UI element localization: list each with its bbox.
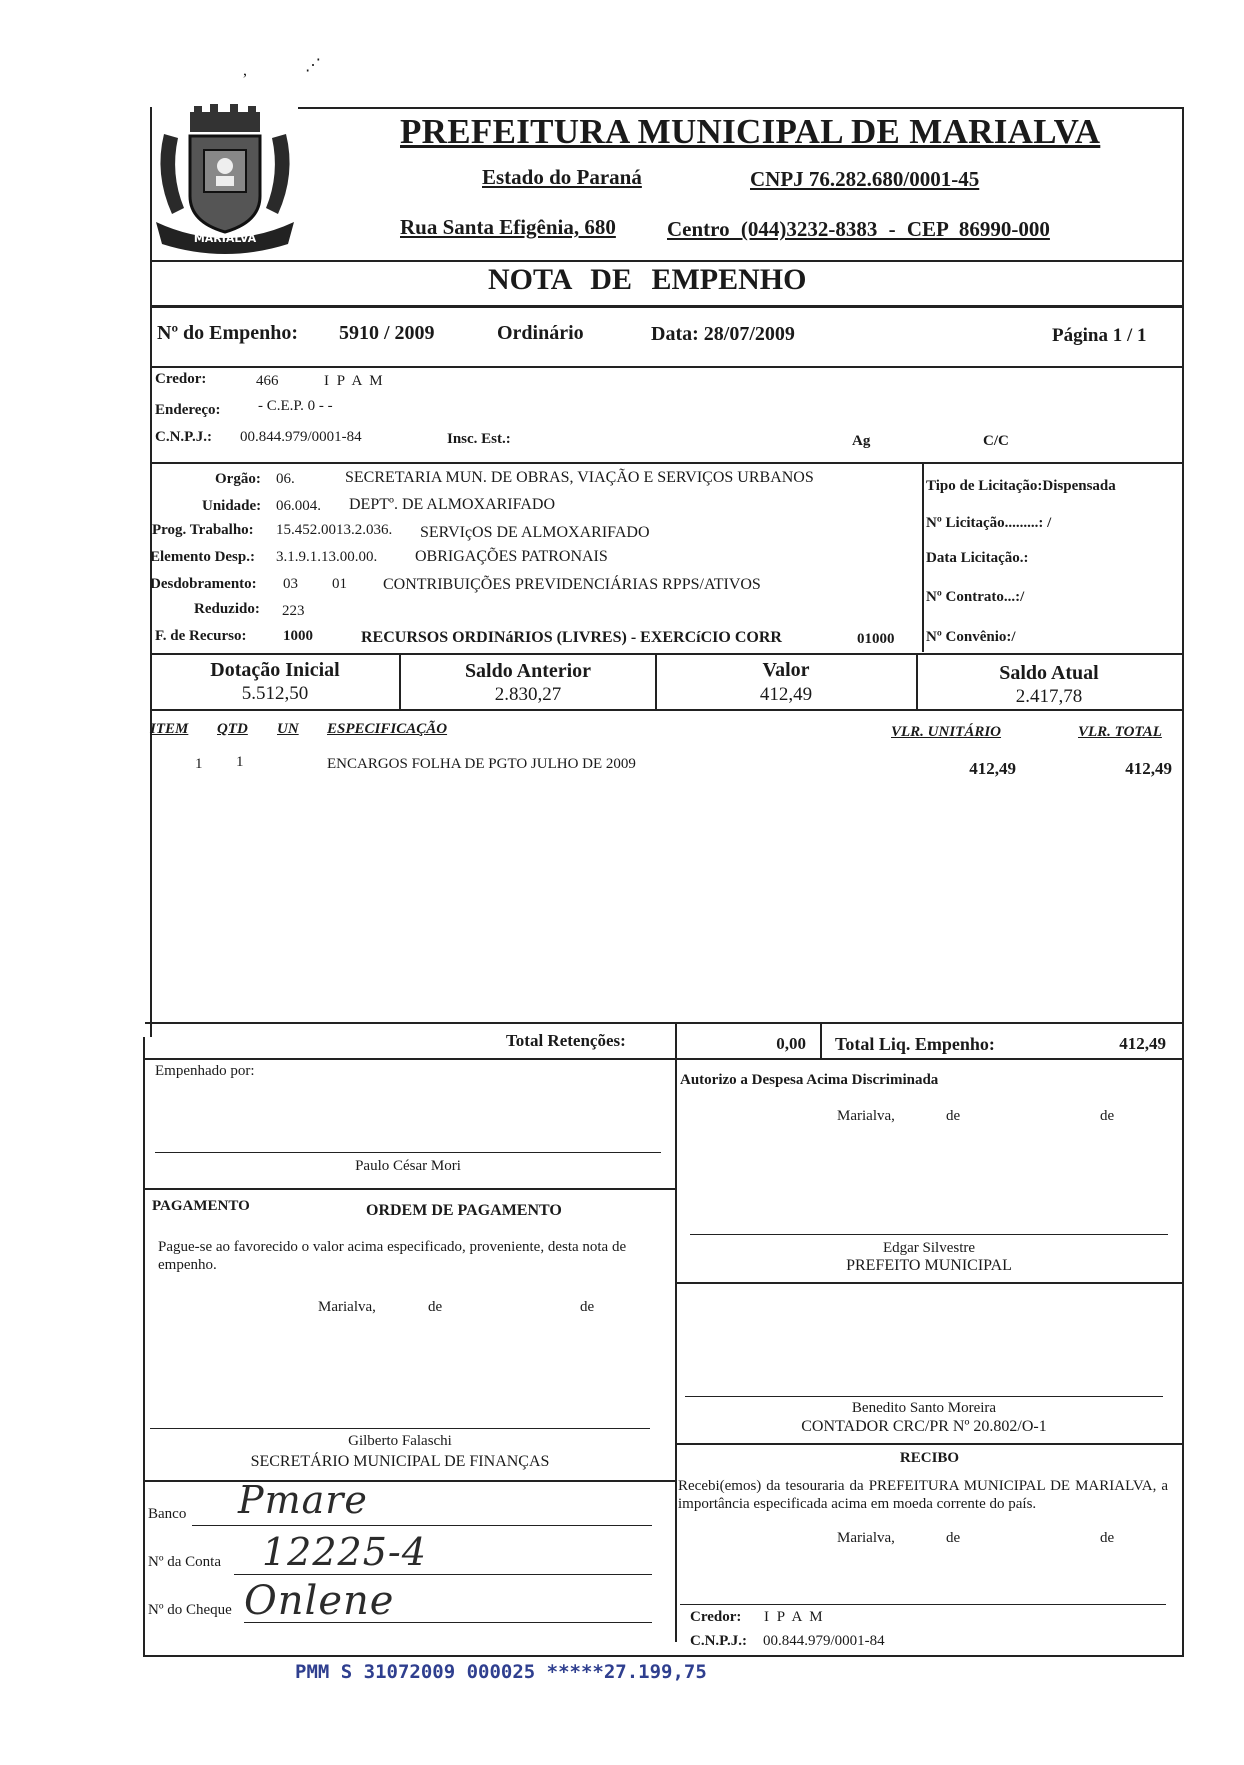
desdobramento-name: CONTRIBUIÇÕES PREVIDENCIÁRIAS RPPS/ATIVOS [383, 576, 761, 593]
contador-title: CONTADOR CRC/PR Nº 20.802/O-1 [801, 1418, 1047, 1435]
svg-text:MARIALVA: MARIALVA [193, 232, 257, 245]
col-qtd: QTD [217, 721, 248, 737]
saldo-anterior-label: Saldo Anterior [464, 660, 592, 682]
recurso-label: F. de Recurso: [155, 628, 247, 644]
contador-name: Benedito Santo Moreira [851, 1400, 997, 1416]
item-number: 1 [195, 756, 203, 772]
saldo-atual-value: 2.417,78 [1015, 686, 1083, 707]
pagamento-de-2: de [580, 1299, 595, 1315]
autorizo-de-1: de [946, 1108, 961, 1124]
cheque-handwritten: Onlene [244, 1578, 395, 1624]
prefeito-name: Edgar Silvestre [882, 1240, 976, 1256]
cheque-label: Nº do Cheque [148, 1602, 232, 1618]
recurso-name: RECURSOS ORDINáRIOS (LIVRES) - EXERCíCIO CORR [361, 629, 782, 646]
unidade-code: 06.004. [276, 498, 321, 514]
recibo-cnpj: 00.844.979/0001-84 [763, 1633, 885, 1649]
data-licitacao: Data Licitação.: [926, 550, 1029, 566]
dotacao-label: Dotação Inicial [210, 659, 340, 681]
scan-mark: , [243, 62, 247, 79]
orgao-code: 06. [276, 471, 295, 487]
credor-address: - C.E.P. 0 - - [258, 398, 333, 414]
unidade-name: DEPTº. DE ALMOXARIFADO [349, 496, 555, 513]
banco-label: Banco [148, 1506, 187, 1522]
prog-name: SERVIçOS DE ALMOXARIFADO [420, 524, 650, 541]
numero-convenio: Nº Convênio:/ [926, 629, 1016, 645]
payment-stamp: PMM S 31072009 000025 *****27.199,75 [295, 1661, 707, 1683]
total-liq-value: 412,49 [1119, 1034, 1166, 1053]
elemento-label: Elemento Desp.: [150, 549, 255, 565]
empenho-date: Data: 28/07/2009 [651, 323, 795, 345]
credor-cnpj: 00.844.979/0001-84 [240, 429, 362, 445]
coat-of-arms [152, 104, 298, 256]
document-title: NOTA DE EMPENHO [488, 263, 807, 296]
scan-mark: ⋰ [305, 57, 321, 74]
valor-label: Valor [762, 659, 810, 681]
elemento-name: OBRIGAÇÕES PATRONAIS [415, 548, 608, 565]
saldo-anterior-value: 2.830,27 [494, 684, 562, 705]
desdobramento-label: Desdobramento: [150, 576, 257, 592]
ordem-pagamento-label: ORDEM DE PAGAMENTO [366, 1202, 562, 1219]
dotacao-value: 5.512,50 [241, 683, 309, 704]
empenho-number: 5910 / 2009 [339, 322, 435, 344]
page-number: Página 1 / 1 [1052, 325, 1147, 346]
recibo-label: RECIBO [899, 1450, 960, 1466]
recibo-cnpj-label: C.N.P.J.: [690, 1633, 747, 1649]
address-label: Endereço: [155, 402, 221, 418]
total-retencoes-label: Total Retenções: [506, 1031, 626, 1050]
street-address: Rua Santa Efigênia, 680 [400, 215, 616, 239]
recibo-de-1: de [946, 1530, 961, 1546]
secretario-name: Gilberto Falaschi [348, 1433, 452, 1449]
ag-label: Ag [852, 433, 871, 449]
recurso-code: 1000 [283, 628, 313, 644]
credor-code: 466 [256, 373, 279, 389]
valor-value: 412,49 [759, 684, 813, 705]
prog-code: 15.452.0013.2.036. [276, 522, 393, 538]
reduzido-value: 223 [282, 603, 305, 619]
numero-licitacao: Nº Licitação.........: / [926, 515, 1052, 531]
empenho-type: Ordinário [497, 322, 584, 344]
prog-label: Prog. Trabalho: [152, 522, 254, 538]
numero-contrato: Nº Contrato...:/ [926, 589, 1025, 605]
recibo-credor-label: Credor: [690, 1609, 742, 1625]
orgao-name: SECRETARIA MUN. DE OBRAS, VIAÇÃO E SERVIÇOS URBANOS [345, 469, 814, 486]
recibo-text: Recebi(emos) da tesouraria da PREFEITURA MUNICIPAL DE MARIALVA, a importância especificada acima em moeda corrente do país. [678, 1478, 1168, 1512]
total-liq-label: Total Liq. Empenho: [835, 1034, 995, 1054]
banco-handwritten: Pmare [238, 1478, 368, 1522]
item-vlr-total: 412,49 [1125, 759, 1172, 778]
cnpj-header: CNPJ 76.282.680/0001-45 [750, 167, 980, 191]
credor-label: Credor: [155, 371, 207, 387]
item-especificacao: ENCARGOS FOLHA DE PGTO JULHO DE 2009 [327, 756, 636, 772]
autorizo-city: Marialva, [837, 1108, 895, 1124]
orgao-label: Orgão: [215, 471, 261, 487]
empenhado-name: Paulo César Mori [355, 1158, 461, 1174]
pagamento-text: Pague-se ao favorecido o valor acima especificado, proveniente, desta nota de empenho. [158, 1239, 627, 1273]
address-rest: Centro (044)3232-8383 - CEP 86990-000 [667, 217, 1050, 241]
item-qtd: 1 [236, 754, 244, 770]
conta-line [234, 1574, 652, 1575]
unidade-label: Unidade: [202, 498, 262, 514]
desdobramento-code2: 01 [332, 576, 347, 592]
col-vlr-unitario: VLR. UNITÁRIO [891, 724, 1002, 740]
col-item: ITEM [150, 721, 189, 737]
prefeito-title: PREFEITO MUNICIPAL [846, 1257, 1012, 1274]
elemento-code: 3.1.9.1.13.00.00. [276, 549, 378, 565]
conta-label: Nº da Conta [148, 1554, 221, 1570]
conta-handwritten: 12225-4 [262, 1530, 427, 1574]
pagamento-label: PAGAMENTO [152, 1198, 250, 1214]
reduzido-label: Reduzido: [194, 601, 260, 617]
recibo-de-2: de [1100, 1530, 1115, 1546]
insc-est-label: Insc. Est.: [447, 431, 511, 447]
banco-line [192, 1525, 652, 1526]
secretario-title: SECRETÁRIO MUNICIPAL DE FINANÇAS [250, 1453, 550, 1470]
recibo-credor: I P A M [764, 1609, 825, 1625]
total-retencoes-value: 0,00 [776, 1034, 806, 1053]
pagamento-de-1: de [428, 1299, 443, 1315]
cc-label: C/C [983, 433, 1009, 449]
col-especificacao: ESPECIFICAÇÃO [327, 721, 448, 737]
prefeitura-title: PREFEITURA MUNICIPAL DE MARIALVA [400, 112, 1101, 151]
credor-name: I P A M [324, 373, 385, 389]
autorizo-label: Autorizo a Despesa Acima Discriminada [680, 1072, 939, 1088]
item-vlr-unitario: 412,49 [969, 759, 1016, 778]
tipo-licitacao: Tipo de Licitação:Dispensada [926, 478, 1116, 494]
col-un: UN [277, 721, 299, 737]
cnpj-label: C.N.P.J.: [155, 429, 212, 445]
desdobramento-code1: 03 [283, 576, 298, 592]
pagamento-city: Marialva, [318, 1299, 376, 1315]
saldo-atual-label: Saldo Atual [999, 662, 1099, 684]
recibo-city: Marialva, [837, 1530, 895, 1546]
empenho-number-label: Nº do Empenho: [157, 322, 299, 344]
state-name: Estado do Paraná [482, 165, 642, 189]
recurso-code2: 01000 [857, 631, 895, 647]
empenhado-por-label: Empenhado por: [155, 1063, 255, 1079]
autorizo-de-2: de [1100, 1108, 1115, 1124]
col-vlr-total: VLR. TOTAL [1078, 724, 1162, 740]
